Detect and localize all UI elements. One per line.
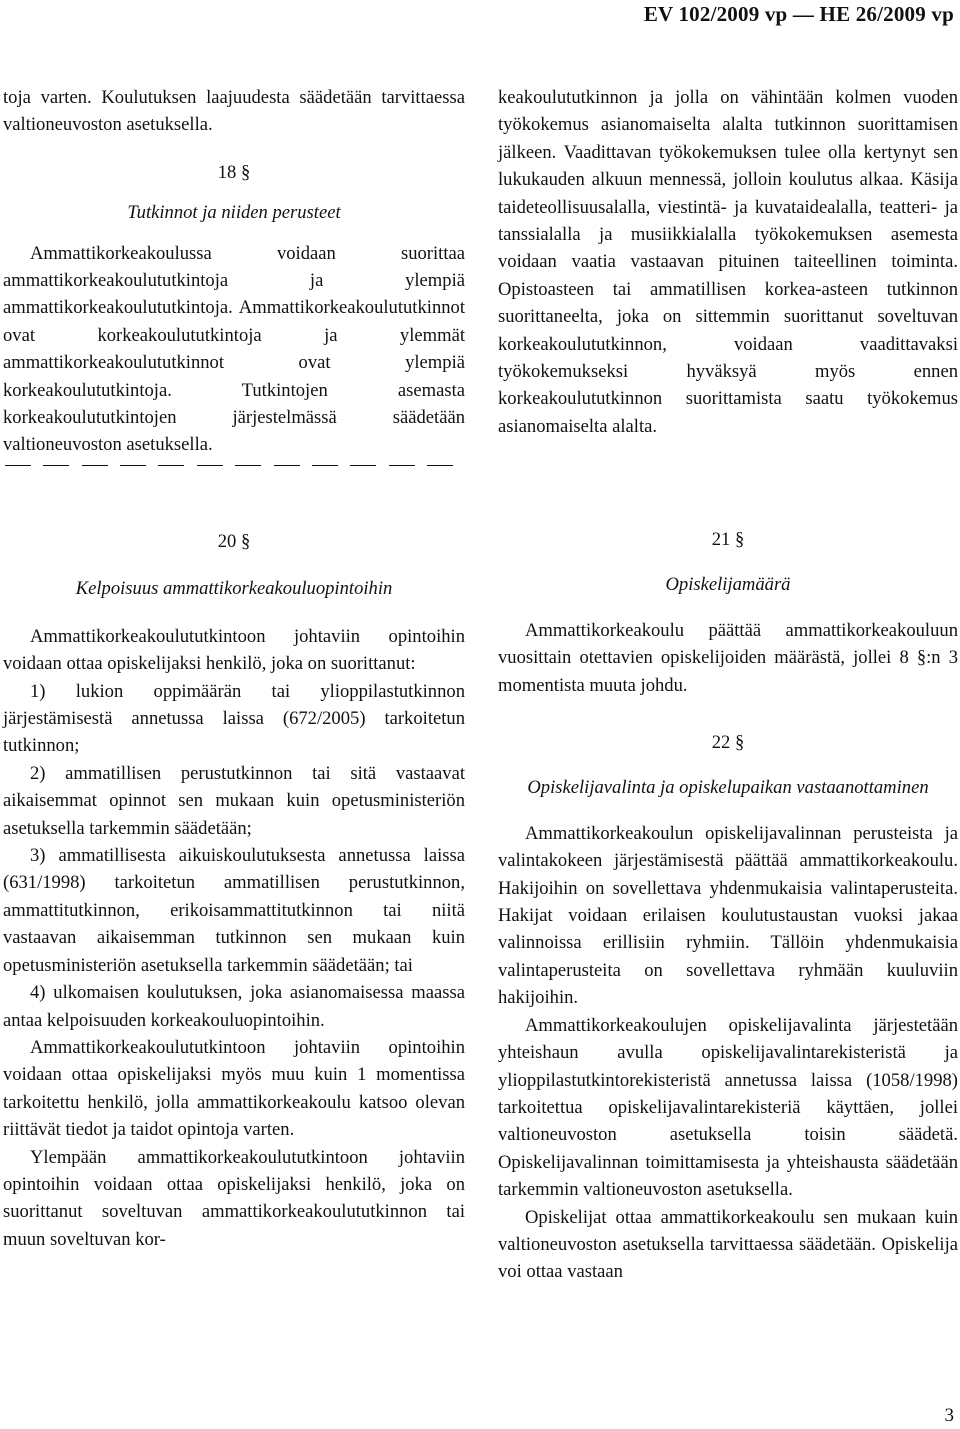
right-continuation-text: keakoulututkinnon ja jolla on vähintään kolmen vuoden työkokemus asianomaiselta alalta tutkinnon suorittamisen jälkeen. Vaadittavan työkokemuksen tulee olla kertynyt sen lukukauden alkuun mennessä, jolloin koulutus alkaa. Käsija taideteollisuusalalla, viestintä- ja kuvataidealalla, teatteri- ja tanssialalla ja musiikkialalla työkokemuksen asemesta voidaan vaatia vastaavan pituinen taiteellinen toiminta. Opistoasteen tai ammatillisen korkea-asteen tutkinnon suorittaneelta, joka on sittemmin suorittanut soveltuvan korkeakoulututkinnon, voidaan vaadittavaksi työkokemukseksi hyväksyä myös ennen korkeakoulututkinnon suorittamista saatu työkokemus asianomaiselta alalta. xyxy=(498,87,958,437)
section-22-number: 22 § xyxy=(711,732,745,754)
section-20-item-1: 1) lukion oppimäärän tai ylioppilastutkinnon järjestämisestä annetussa laissa (672/2005) tarkoitetun tutkinnon; xyxy=(3,680,465,757)
left-column-bottom xyxy=(3,528,465,1253)
section-divider-dashes xyxy=(3,465,465,467)
section-18-title: Tutkinnot ja niiden perusteet xyxy=(127,202,341,224)
left-column-top xyxy=(3,84,465,466)
page-number: 3 xyxy=(944,1405,954,1426)
section-22-paragraph-1: Ammattikorkeakoulun opiskelijavalinnan perusteista ja valintakokeen järjestämisestä päättää ammattikorkeakoulu. Hakijoihin on sovellettava yhdenmukaisia valintaperusteita. Hakijat voidaan erilaisen koulutustaustan vuoksi jakaa valinnoissa erillisiin ryhmiin. Tällöin yhdenmukaisia valintaperusteita on sovellettava ryhmään kuuluviin hakijoihin. xyxy=(498,822,958,1009)
right-column-bottom xyxy=(498,526,958,1286)
section-20-paragraph-2: Ammattikorkeakoulututkintoon johtaviin opintoihin voidaan ottaa opiskelijaksi myös muu kuin 1 momentissa tarkoitettu henkilö, jolla ammattikorkeakoulu katsoo olevan riittävät tiedot ja taidot opintoja varten. xyxy=(3,1036,465,1141)
section-21-text: Ammattikorkeakoulu päättää ammattikorkeakouluun vuosittain otettavien opiskelijoiden määrästä, jollei 8 §:n 3 momentista muuta johdu. xyxy=(498,619,958,696)
left-intro-text: toja varten. Koulutuksen laajuudesta säädetään tarvittaessa valtioneuvoston asetuksella. xyxy=(3,87,465,136)
section-20-paragraph-3: Ylempään ammattikorkeakoulututkintoon johtaviin opintoihin voidaan ottaa opiskelijaksi henkilö, joka on suorittanut soveltuvan ammattikorkeakoulututkinnon tai muun soveltuvan kor- xyxy=(3,1146,465,1250)
section-21-number: 21 § xyxy=(711,529,745,550)
section-22-paragraph-3: Opiskelijat ottaa ammattikorkeakoulu sen mukaan kuin valtioneuvoston asetuksella tarvittaessa säädetään. Opiskelija voi ottaa vastaan xyxy=(498,1206,958,1283)
section-22-paragraph-2: Ammattikorkeakoulujen opiskelijavalinta järjestetään yhteishaun avulla opiskelijavalintarekisteristä ja ylioppilastutkintorekisteristä annetussa laissa (1058/1998) tarkoitettua opiskelijavalintarekisteriä käyttäen, jollei valtioneuvoston asetuksella toisin säädetä. Opiskelijavalinnan toimittamisesta ja yhteishausta säädetään tarkemmin valtioneuvoston asetuksella. xyxy=(498,1014,958,1201)
section-20-title: Kelpoisuus ammattikorkeakouluopintoihin xyxy=(75,578,393,600)
section-20-item-4: 4) ulkomaisen koulutuksen, joka asianomaisessa maassa antaa kelpoisuuden korkeakouluopintoihin. xyxy=(3,982,465,1031)
section-18-text: Ammattikorkeakoulussa voidaan suorittaa ammattikorkeakoulututkintoja ja ylempiä ammattikorkeakoulututkintoja. Ammattikorkeakoulututkinnot ovat korkeakoulututkintoja ja ylemmät ammattikorkeakoulututkinnot ovat ylempiä korkeakoulututkintoja. Tutkintojen asemasta korkeakoulututkintojen järjestelmässä säädetään valtioneuvoston asetuksella. xyxy=(3,242,465,456)
section-18-number: 18 § xyxy=(217,161,251,183)
section-20-item-2: 2) ammatillisen perustutkinnon tai sitä vastaavat aikaisemmat opinnot sen mukaan kuin opetusministeriön asetuksella tarkemmin säädetään; xyxy=(3,762,465,839)
section-22-title: Opiskelijavalinta ja opiskelupaikan vastaanottaminen xyxy=(527,777,929,799)
section-20-number: 20 § xyxy=(217,531,251,552)
running-header: EV 102/2009 vp — HE 26/2009 vp xyxy=(643,2,954,26)
section-21-title: Opiskelijamäärä xyxy=(665,574,791,596)
section-20-paragraph-1: Ammattikorkeakoulututkintoon johtaviin opintoihin voidaan ottaa opiskelijaksi henkilö, joka on suorittanut: xyxy=(3,625,465,675)
section-20-item-3: 3) ammatillisesta aikuiskoulutuksesta annetussa laissa (631/1998) tarkoitetun ammatillisen perustutkinnon, ammattitutkinnon, erikoisammattitutkinnon tai niitä vastaavan aikaisemman tutkinnon sen mukaan kuin opetusministeriön asetuksella tarkemmin säädetään; tai xyxy=(3,845,465,976)
right-column-top xyxy=(498,84,958,440)
